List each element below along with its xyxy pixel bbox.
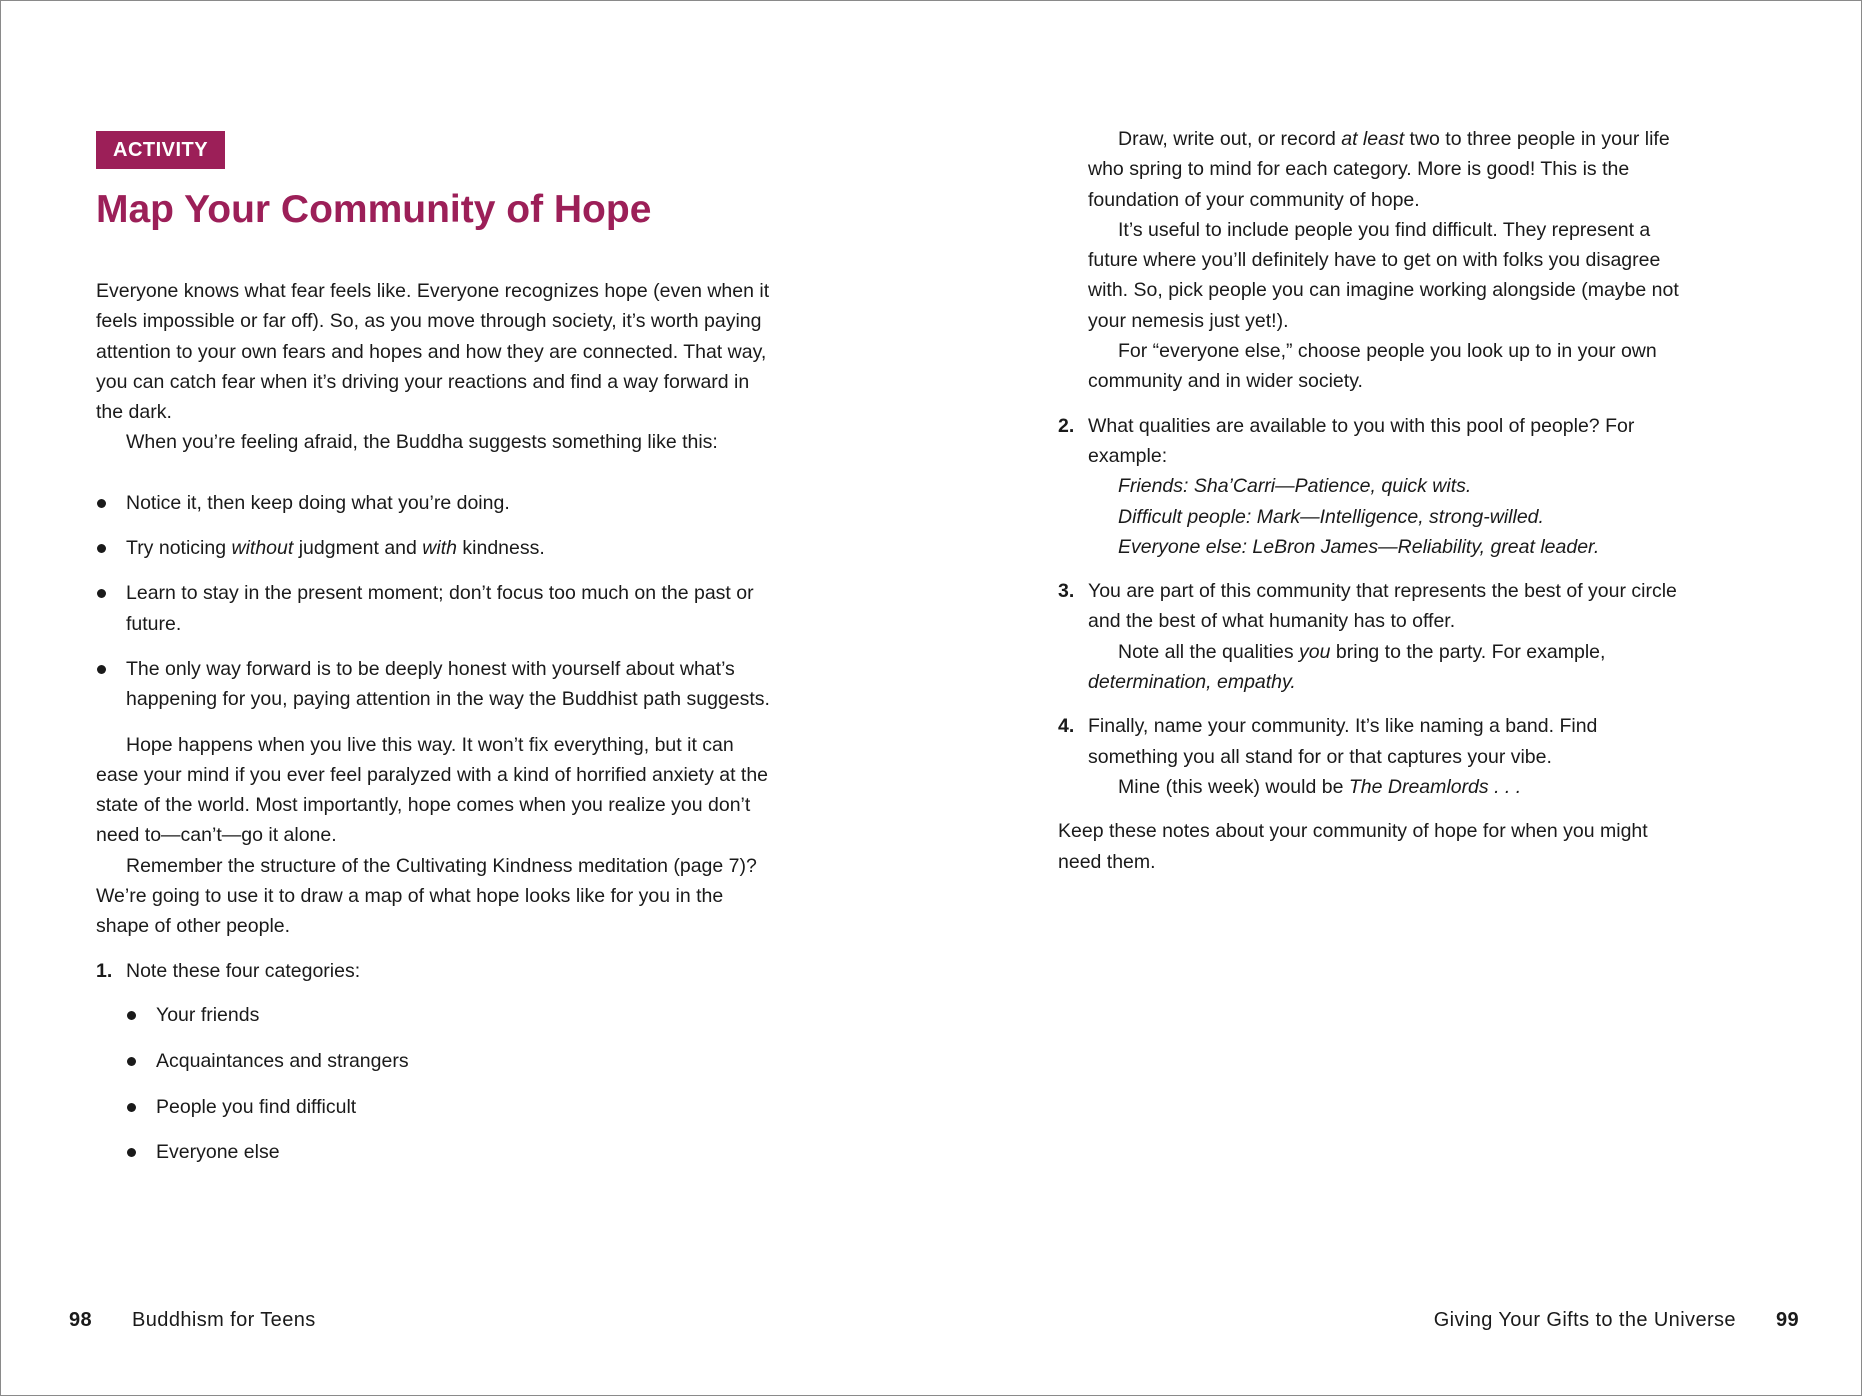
category-item: Everyone else <box>126 1137 776 1167</box>
step-text: Note these four categories: <box>126 959 361 982</box>
intro-paragraph: Everyone knows what fear feels like. Everyone recognizes hope (even when it feels impossible or far off). So, as you move through society, it’s worth paying attention to your own fears and hopes and how they are connected. That way, you can catch fear when it’s driving your reactions and find a way forward in the dark. <box>96 280 770 424</box>
left-page <box>1 1 931 1395</box>
left-column <box>96 276 776 1183</box>
closing-paragraph: Keep these notes about your community of hope for when you might need them. <box>1058 820 1648 873</box>
step-number: 3. <box>1058 580 1075 603</box>
step-number: 1. <box>96 959 113 982</box>
list-item: Learn to stay in the present moment; don’t focus too much on the past or future. <box>96 578 776 639</box>
continued-paragraph: Draw, write out, or record at least two to three people in your life who spring to mind for each category. More is good! This is the foundation of your community of hope. <box>1088 128 1670 211</box>
category-item: People you find difficult <box>126 1092 776 1122</box>
step-1 <box>96 956 776 986</box>
step-text: What qualities are available to you with this pool of people? For example: <box>1088 414 1635 467</box>
right-column <box>1058 124 1688 877</box>
list-item: The only way forward is to be deeply honest with yourself about what’s happening for you, paying attention in the way the Buddhist path suggests. <box>96 654 776 715</box>
example-line: Everyone else: LeBron James—Reliability, great leader. <box>1118 535 1600 558</box>
example-line: Friends: Sha’Carri—Patience, quick wits. <box>1118 475 1472 498</box>
step-3 <box>1058 576 1688 697</box>
step-text: You are part of this community that represents the best of your circle and the best of what humanity has to offer. <box>1088 580 1677 633</box>
right-page <box>931 1 1861 1395</box>
body-paragraph: Hope happens when you live this way. It won’t fix everything, but it can ease your mind if you ever feel paralyzed with a kind of horrified anxiety at the state of the world. Most importantly, hope comes when you realize you don’t need to—can’t—go it alone. <box>96 733 769 847</box>
running-head: Giving Your Gifts to the Universe <box>1433 1309 1736 1331</box>
list-item: Try noticing without judgment and with kindness. <box>96 533 776 563</box>
step-4 <box>1058 711 1688 802</box>
activity-title: Map Your Community of Hope <box>96 188 652 231</box>
list-item: Notice it, then keep doing what you’re doing. <box>96 488 776 518</box>
page-number: 99 <box>1775 1309 1799 1331</box>
category-item: Acquaintances and strangers <box>126 1046 776 1076</box>
step-note: Note all the qualities you bring to the party. For example, determination, empathy. <box>1088 640 1606 694</box>
step-number: 2. <box>1058 414 1075 437</box>
running-head: Buddhism for Teens <box>132 1309 316 1331</box>
buddha-suggestions-list <box>96 488 776 715</box>
category-item: Your friends <box>126 1000 776 1030</box>
step-note: Mine (this week) would be The Dreamlords . . . <box>1118 775 1522 798</box>
example-line: Difficult people: Mark—Intelligence, strong-willed. <box>1118 505 1544 528</box>
activity-badge: ACTIVITY <box>96 131 225 169</box>
intro-paragraph-2: When you’re feeling afraid, the Buddha suggests something like this: <box>126 431 718 454</box>
page-number: 98 <box>69 1309 93 1331</box>
step-number: 4. <box>1058 715 1075 738</box>
right-footer <box>1434 1307 1799 1333</box>
body-paragraph-2: Remember the structure of the Cultivating Kindness meditation (page 7)? We’re going to use it to draw a map of what hope looks like for you in the shape of other people. <box>96 854 757 938</box>
continued-paragraph-2: It’s useful to include people you find difficult. They represent a future where you’ll definitely have to get on with folks you disagree with. So, pick people you can imagine working alongside (maybe not your nemesis just yet!). <box>1088 218 1679 332</box>
step-2 <box>1058 411 1688 562</box>
categories-list <box>126 1000 776 1168</box>
continued-paragraph-3: For “everyone else,” choose people you look up to in your own community and in wider society. <box>1088 340 1657 393</box>
step-text: Finally, name your community. It’s like naming a band. Find something you all stand for or that captures your vibe. <box>1088 715 1598 768</box>
left-footer <box>69 1307 316 1333</box>
